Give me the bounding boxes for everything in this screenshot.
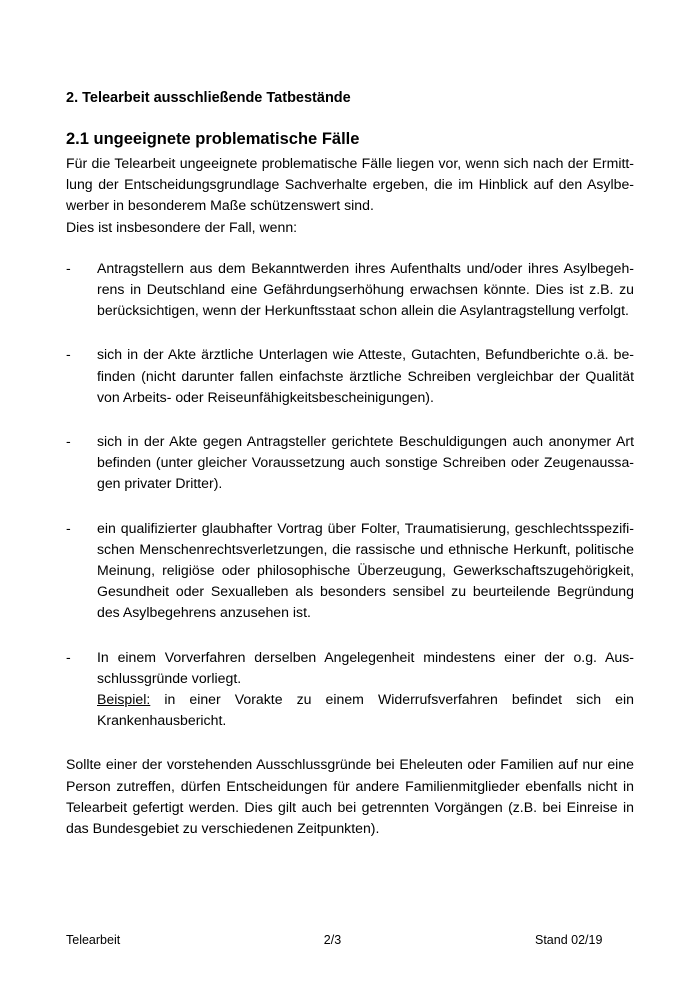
closing-paragraph: Sollte einer der vorstehenden Ausschlussgründe bei Eheleuten oder Familien auf nur eine Person zutreffen, dürfen Entscheidungen für andere Familienmitglieder ebenfalls nicht in Telearbeit gefertigt werden. Dies gilt auch bei getrennten Vorgängen (z.B. bei Einreise in das Bundesgebiet zu verschiedenen Zeitpunkten). xyxy=(66,756,634,837)
bullet-dash-marker: - xyxy=(66,648,71,665)
section-heading: 2. Telearbeit ausschließende Tatbestände xyxy=(66,90,351,106)
bullet-text: sich in der Akte gegen Antragsteller gerichtete Beschuldigungen auch anonymer Art befinden (unter gleicher Voraussetzung auch sonstige Schreiben oder Zeugenaussagen privater Dritter). xyxy=(97,433,634,492)
example-label: Beispiel: xyxy=(97,691,151,708)
subsection-heading: 2.1 ungeeignete problematische Fälle xyxy=(66,130,360,148)
bullet-dash-marker: - xyxy=(66,259,71,276)
bullet-dash-marker: - xyxy=(66,433,71,450)
list-item xyxy=(66,431,634,495)
bullet-text: ein qualifizierter glaubhafter Vortrag über Folter, Traumatisierung, geschlechtsspezifischen Menschenrechtsverletzungen, die rassische und ethnische Herkunft, politische Meinung, religiöse oder philosophische Überzeugung, Gewerkschaftszugehörigkeit, Gesundheit oder Sexualleben als besonders sensibel zu beurteilende Begründung des Asylbegehrens anzusehen ist. xyxy=(97,519,634,621)
intro-paragraph: Für die Telearbeit ungeeignete problematische Fälle liegen vor, wenn sich nach der Ermittlung der Entscheidungsgrundlage Sachverhalte ergeben, die im Hinblick auf den Asylbewerber in besonderem Maße schützenswert sind. xyxy=(66,155,634,214)
list-item xyxy=(66,258,634,322)
list-item xyxy=(66,344,634,408)
bullet-text: Antragstellern aus dem Bekanntwerden ihres Aufenthalts und/oder ihres Asylbegehrens in Deutschland eine Gefährdungserhöhung erwachsen könnte. Dies ist z.B. zu berücksichtigen, wenn der Herkunftsstaat schon allein die Asylantragstellung verfolgt. xyxy=(97,259,634,319)
list-item xyxy=(66,647,634,732)
footer-document-title: Telearbeit xyxy=(66,933,121,947)
lead-in-line: Dies ist insbesondere der Fall, wenn: xyxy=(66,218,298,235)
document-content xyxy=(66,88,634,839)
footer-version-date: Stand 02/19 xyxy=(535,933,603,947)
bullet-text: sich in der Akte ärztliche Unterlagen wie Atteste, Gutachten, Befundberichte o.ä. befinden (nicht darunter fallen einfachste ärztliche Schreiben vergleichbar der Qualität von Arbeits- oder Reiseunfähigkeitsbescheinigungen). xyxy=(97,346,634,405)
footer-page-number: 2/3 xyxy=(323,933,342,947)
bullet-text: In einem Vorverfahren derselben Angelegenheit mindestens einer der o.g. Ausschlussgründe vorliegt. Beispiel: in einer Vorakte zu einem Widerrufsverfahren befindet sich ein Krankenhausbericht. xyxy=(97,648,634,729)
bullet-dash-marker: - xyxy=(66,519,71,536)
bullet-dash-marker: - xyxy=(66,346,71,363)
page-footer xyxy=(0,933,700,953)
bullet-list xyxy=(66,258,634,732)
list-item xyxy=(66,518,634,624)
